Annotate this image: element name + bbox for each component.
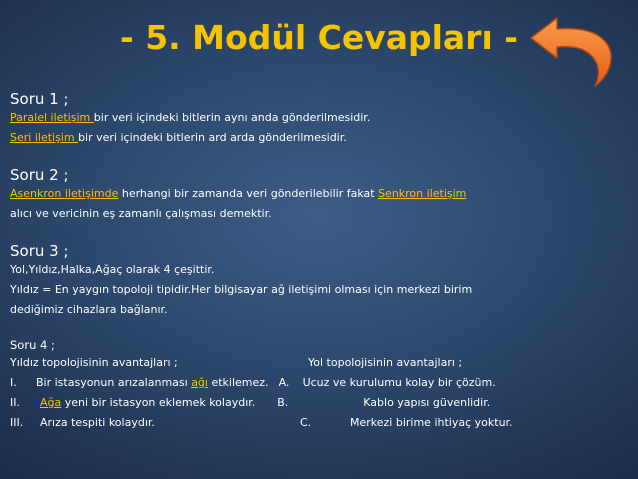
row-2-right-text: Kablo yapısı güvenlidir. — [363, 396, 491, 409]
question-1-heading: Soru 1 ; — [10, 90, 69, 108]
row-2-text: yeni bir istasyon eklemek kolaydır. — [61, 396, 256, 409]
question-3-heading: Soru 3 ; — [10, 242, 69, 260]
q3-line-3: dediğimiz cihazlara bağlanır. — [10, 303, 168, 316]
q1-line-1 — [10, 108, 630, 128]
row-3-text: Arıza tespiti kolaydır. — [40, 416, 155, 429]
row-1-number: I. — [10, 376, 17, 389]
row-3-number: III. — [10, 416, 24, 429]
answers-content — [10, 90, 630, 433]
question-2-heading: Soru 2 ; — [10, 166, 69, 184]
row-1-right-text: Ucuz ve kurulumu kolay bir çözüm. — [302, 376, 496, 389]
paralel-iletisim-term: Paralel iletişim — [10, 111, 94, 124]
row-3-right-text: Merkezi birime ihtiyaç yoktur. — [350, 416, 513, 429]
row-1-right-number: A. — [278, 376, 290, 389]
q4-row-1 — [10, 373, 630, 393]
row-2-number: II. — [10, 396, 20, 409]
row-1-text-a: Bir istasyonun arızalanması — [36, 376, 192, 389]
aga-term: Ağa — [40, 396, 62, 409]
q4-row-3 — [10, 413, 630, 433]
bus-advantages-header: Yol topolojisinin avantajları ; — [308, 356, 463, 369]
row-1-text-b: etkilemez. — [207, 376, 269, 389]
row-3-right-number: C. — [300, 416, 312, 429]
star-advantages-header: Yıldız topolojisinin avantajları ; — [10, 356, 178, 369]
seri-iletisim-term: Seri iletişim — [10, 131, 79, 144]
q4-row-2 — [10, 393, 630, 413]
q2-line-1-text: herhangi bir zamanda veri gönderilebilir fakat — [118, 187, 379, 200]
q3-line-2: Yıldız = En yaygın topoloji tipidir.Her bilgisayar ağ iletişimi olması için merkezi birim — [10, 283, 473, 296]
q1-line-2 — [10, 128, 630, 148]
q2-line-2: alıcı ve vericinin eş zamanlı çalışması demektir. — [10, 207, 272, 220]
row-2-right-number: B. — [277, 396, 289, 409]
slide-title: - 5. Modül Cevapları - — [120, 18, 518, 57]
senkron-term: Senkron iletişim — [378, 187, 467, 200]
agi-term: ağı — [191, 376, 208, 389]
q3-line-1: Yol,Yıldız,Halka,Ağaç olarak 4 çeşittir. — [10, 263, 215, 276]
asenkron-term: Asenkron iletişimde — [10, 187, 119, 200]
q1-line-1-text: bir veri içindeki bitlerin aynı anda gönderilmesidir. — [93, 111, 371, 124]
q1-line-2-text: bir veri içindeki bitlerin ard arda gönderilmesidir. — [78, 131, 347, 144]
q4-header-row — [10, 353, 630, 373]
q2-line-1 — [10, 184, 630, 204]
back-arrow-icon[interactable] — [527, 12, 619, 90]
question-4-heading: Soru 4 ; — [10, 338, 55, 352]
